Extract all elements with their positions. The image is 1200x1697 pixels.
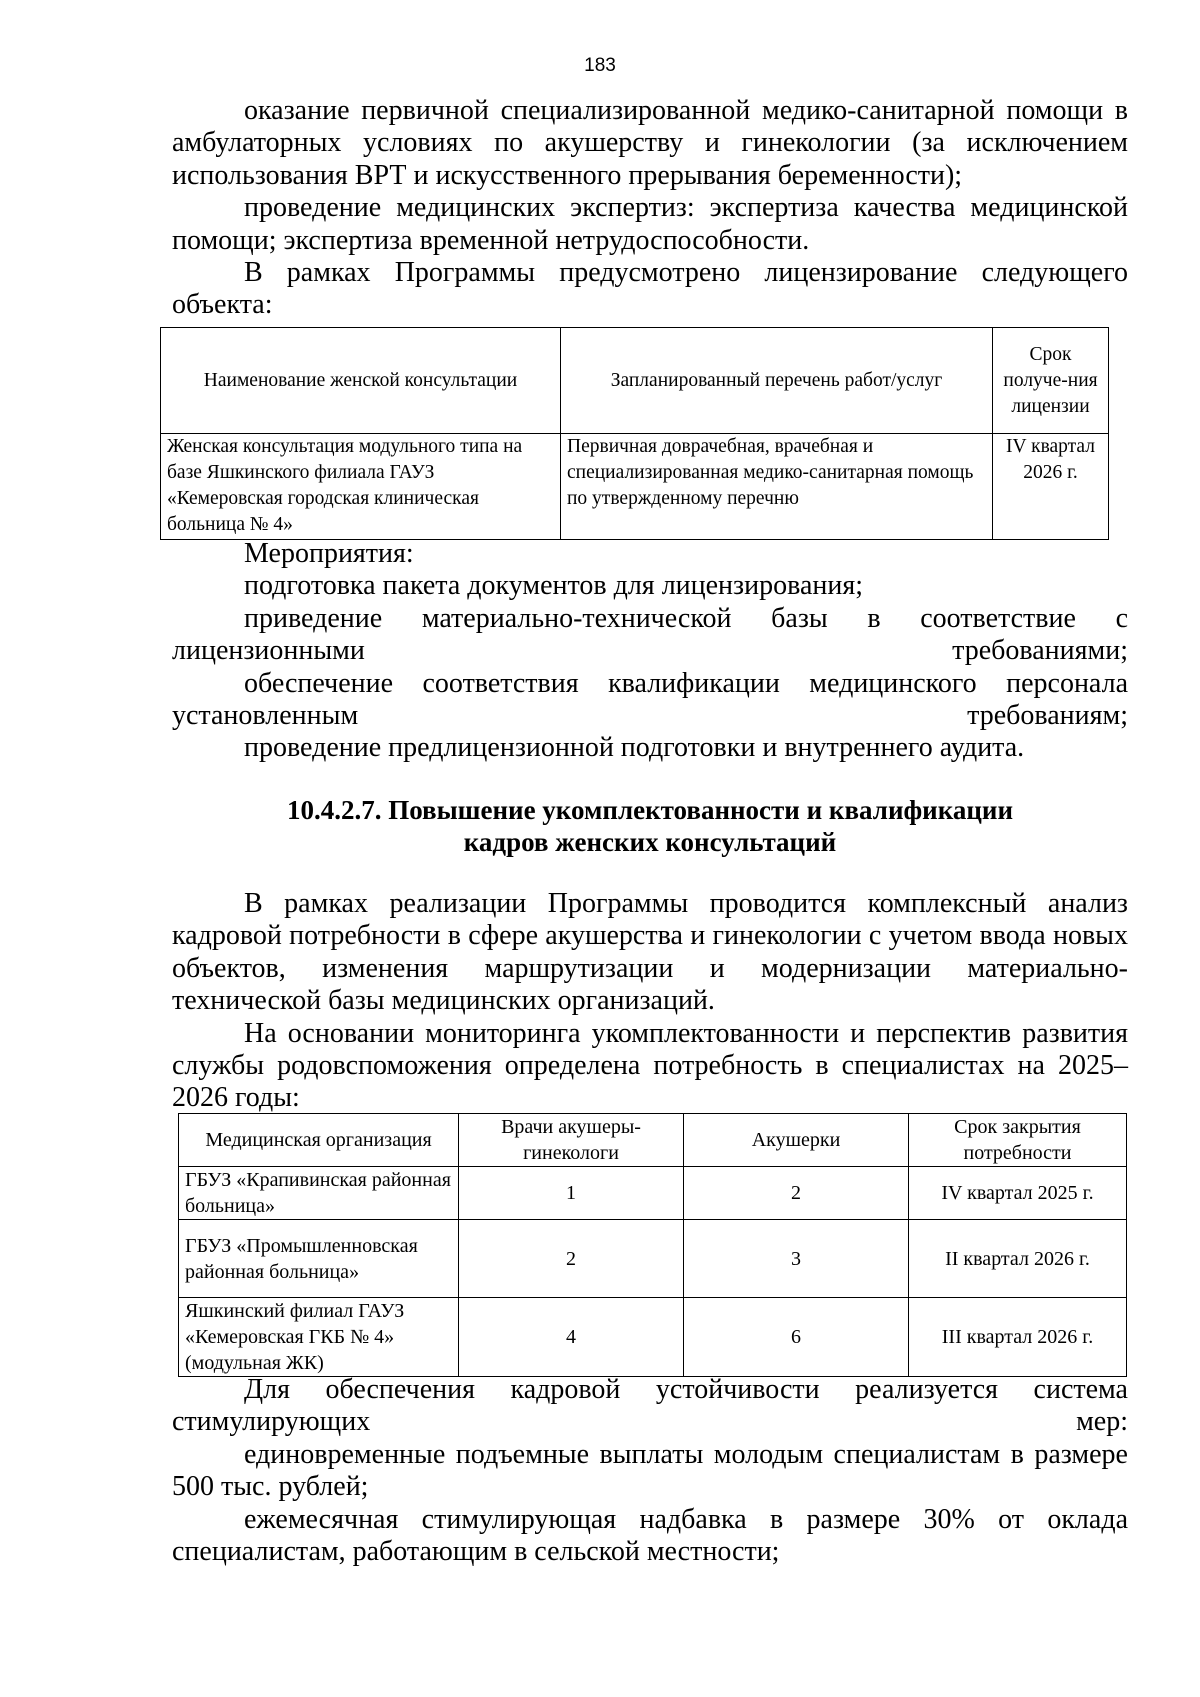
header-cell: Наименование женской консультации (161, 328, 561, 434)
paragraph: приведение материально-технической базы в соответствие с лицензионными требованиями; (172, 602, 1128, 667)
paragraph: На основании мониторинга укомплектованности и перспектив развития службы родовспоможения определена потребность в специалистах на 2025–2026 годы: (172, 1017, 1128, 1114)
table-row (179, 1167, 1127, 1220)
table-cell: Женская консультация модульного типа на базе Яшкинского филиала ГАУЗ «Кемеровская городская клиническая больница № 4» (161, 434, 561, 540)
header-cell: Акушерки (684, 1114, 909, 1167)
header-cell: Срок закрытия потребности (909, 1114, 1127, 1167)
table-row (179, 1220, 1127, 1298)
table-cell: Яшкинский филиал ГАУЗ «Кемеровская ГКБ № 4» (модульная ЖК) (179, 1298, 459, 1377)
paragraph: В рамках Программы предусмотрено лицензирование следующего объекта: (172, 257, 1128, 321)
paragraph: единовременные подъемные выплаты молодым специалистам в размере 500 тыс. рублей; (172, 1438, 1128, 1503)
table-cell: ГБУЗ «Промышленновская районная больница» (179, 1220, 459, 1298)
table-cell: ГБУЗ «Крапивинская районная больница» (179, 1167, 459, 1220)
table-cell: 1 (459, 1167, 684, 1220)
paragraph: Мероприятия: (244, 538, 414, 569)
header-cell: Медицинская организация (179, 1114, 459, 1167)
table-row (161, 434, 1109, 540)
table-row (179, 1298, 1127, 1377)
table-cell: II квартал 2026 г. (909, 1220, 1127, 1298)
intro-text-block (172, 95, 1128, 322)
table-header-row (179, 1114, 1127, 1167)
section-text-block (172, 888, 1128, 1115)
table-cell: IV квартал 2025 г. (909, 1167, 1127, 1220)
license-table (160, 327, 1109, 540)
measures-text-block (172, 538, 1128, 765)
table-cell: 3 (684, 1220, 909, 1298)
heading-line: кадров женских консультаций (463, 827, 837, 857)
paragraph: проведение медицинских экспертиз: экспертиза качества медицинской помощи; экспертиза временной нетрудоспособности. (172, 192, 1128, 256)
table-header-row (161, 328, 1109, 434)
paragraph: ежемесячная стимулирующая надбавка в размере 30% от оклада специалистам, работающим в сельской местности; (172, 1503, 1128, 1568)
staffing-table (178, 1113, 1127, 1377)
table-cell: IV квартал 2026 г. (993, 434, 1109, 540)
table-cell: 2 (459, 1220, 684, 1298)
paragraph: проведение предлицензионной подготовки и внутреннего аудита. (244, 732, 1025, 764)
paragraph: обеспечение соответствия квалификации медицинского персонала установленным требованиям; (172, 667, 1128, 732)
table-cell: 2 (684, 1167, 909, 1220)
page-number: 183 (584, 55, 616, 76)
section-heading (172, 794, 1128, 858)
table-cell: 6 (684, 1298, 909, 1377)
measures-list-block (172, 1374, 1128, 1568)
header-cell: Запланированный перечень работ/услуг (561, 328, 993, 434)
heading-line: 10.4.2.7. Повышение укомплектованности и квалификации (286, 795, 1014, 825)
paragraph: подготовка пакета документов для лицензирования; (244, 570, 863, 602)
table-cell: III квартал 2026 г. (909, 1298, 1127, 1377)
paragraph: Для обеспечения кадровой устойчивости реализуется система стимулирующих мер: (172, 1374, 1128, 1438)
header-cell: Врачи акушеры-гинекологи (459, 1114, 684, 1167)
paragraph: оказание первичной специализированной медико-санитарной помощи в амбулаторных условиях по акушерству и гинекологии (за исключением использования ВРТ и искусственного прерывания беременности); (172, 95, 1128, 191)
table-cell: 4 (459, 1298, 684, 1377)
header-cell: Срок получе-ния лицензии (993, 328, 1109, 434)
table-cell: Первичная доврачебная, врачебная и специализированная медико-санитарная помощь по утвержденному перечню (561, 434, 993, 540)
paragraph: В рамках реализации Программы проводится комплексный анализ кадровой потребности в сфере акушерства и гинекологии с учетом ввода новых объектов, изменения маршрутизации и модернизации материально-технической базы медицинских организаций. (172, 888, 1128, 1017)
